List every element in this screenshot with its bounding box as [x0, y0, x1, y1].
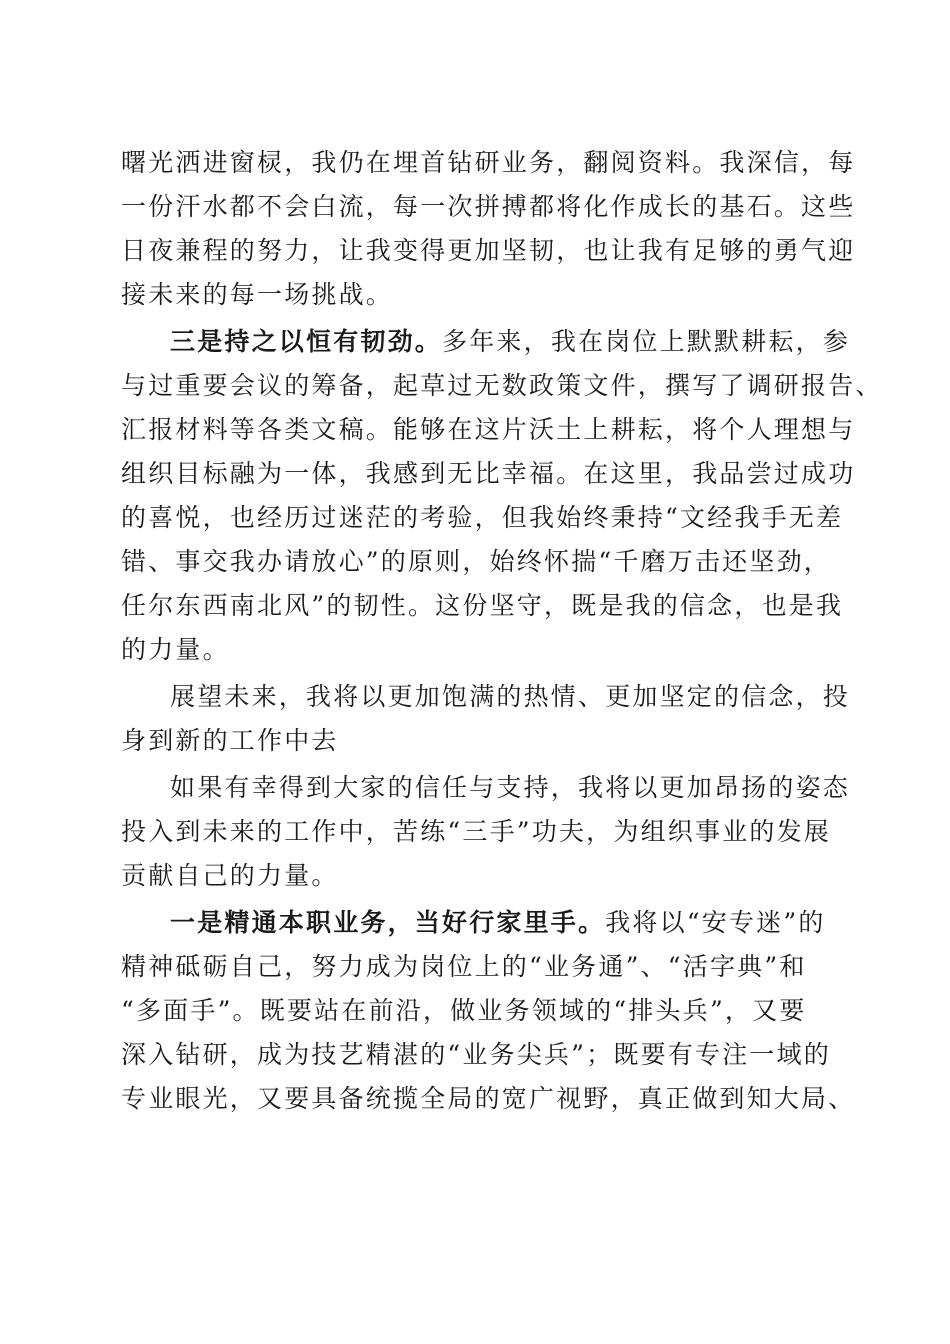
text-line: 深入钻研，成为技艺精湛的“业务尖兵”；既要有专注一域的	[121, 1040, 831, 1069]
text-span: 我将以“安专迷”的	[605, 908, 826, 937]
text-line: 展望未来，我将以更加饱满的热情、更加坚定的信念，投	[170, 682, 851, 711]
text-line: 贡献自己的力量。	[121, 861, 339, 890]
text-line: 的喜悦，也经历过迷茫的考验，但我始终秉持“文经我手无差	[121, 503, 844, 532]
text-line: 投入到未来的工作中，苦练“三手”功夫，为组织事业的发展	[121, 817, 831, 846]
text-line: 任尔东西南北风”的韧性。这份坚守，既是我的信念，也是我	[121, 591, 844, 620]
section-heading-1: 一是精通本职业务，当好行家里手。	[170, 908, 606, 937]
section-heading-3: 三是持之以恒有韧劲。	[170, 327, 443, 356]
text-line: 汇报材料等各类文稿。能够在这片沃土上耕耘，将个人理想与	[121, 415, 856, 444]
text-line: 组织目标融为一体，我感到无比幸福。在这里，我品尝过成功	[121, 459, 856, 488]
text-line: 与过重要会议的筹备，起草过无数政策文件，撰写了调研报告、	[121, 371, 883, 400]
text-line: 专业眼光，又要具备统揽全局的宽广视野，真正做到知大局、	[121, 1084, 856, 1113]
text-line: 接未来的每一场挑战。	[121, 280, 394, 309]
text-line: 日夜兼程的努力，让我变得更加坚韧，也让我有足够的勇气迎	[121, 236, 856, 265]
text-line: 一份汗水都不会白流，每一次拼搏都将化作成长的基石。这些	[121, 192, 856, 221]
text-line: 错、事交我办请放心”的原则，始终怀揣“千磨万击还坚劲，	[121, 547, 831, 576]
text-line: 精神砥砺自己，努力成为岗位上的“业务通”、“活字典”和	[121, 952, 807, 981]
text-line: 身到新的工作中去	[121, 726, 339, 755]
text-line	[170, 908, 826, 938]
text-span: 多年来，我在岗位上默默耕耘，参	[442, 327, 851, 356]
text-line: “多面手”。既要站在前沿，做业务领域的“排头兵”，又要	[121, 996, 807, 1025]
text-line: 的力量。	[121, 635, 230, 664]
text-line: 如果有幸得到大家的信任与支持，我将以更加昂扬的姿态	[170, 773, 851, 802]
text-line	[170, 327, 850, 357]
text-line: 曙光洒进窗棂，我仍在埋首钻研业务，翻阅资料。我深信，每	[121, 148, 856, 177]
